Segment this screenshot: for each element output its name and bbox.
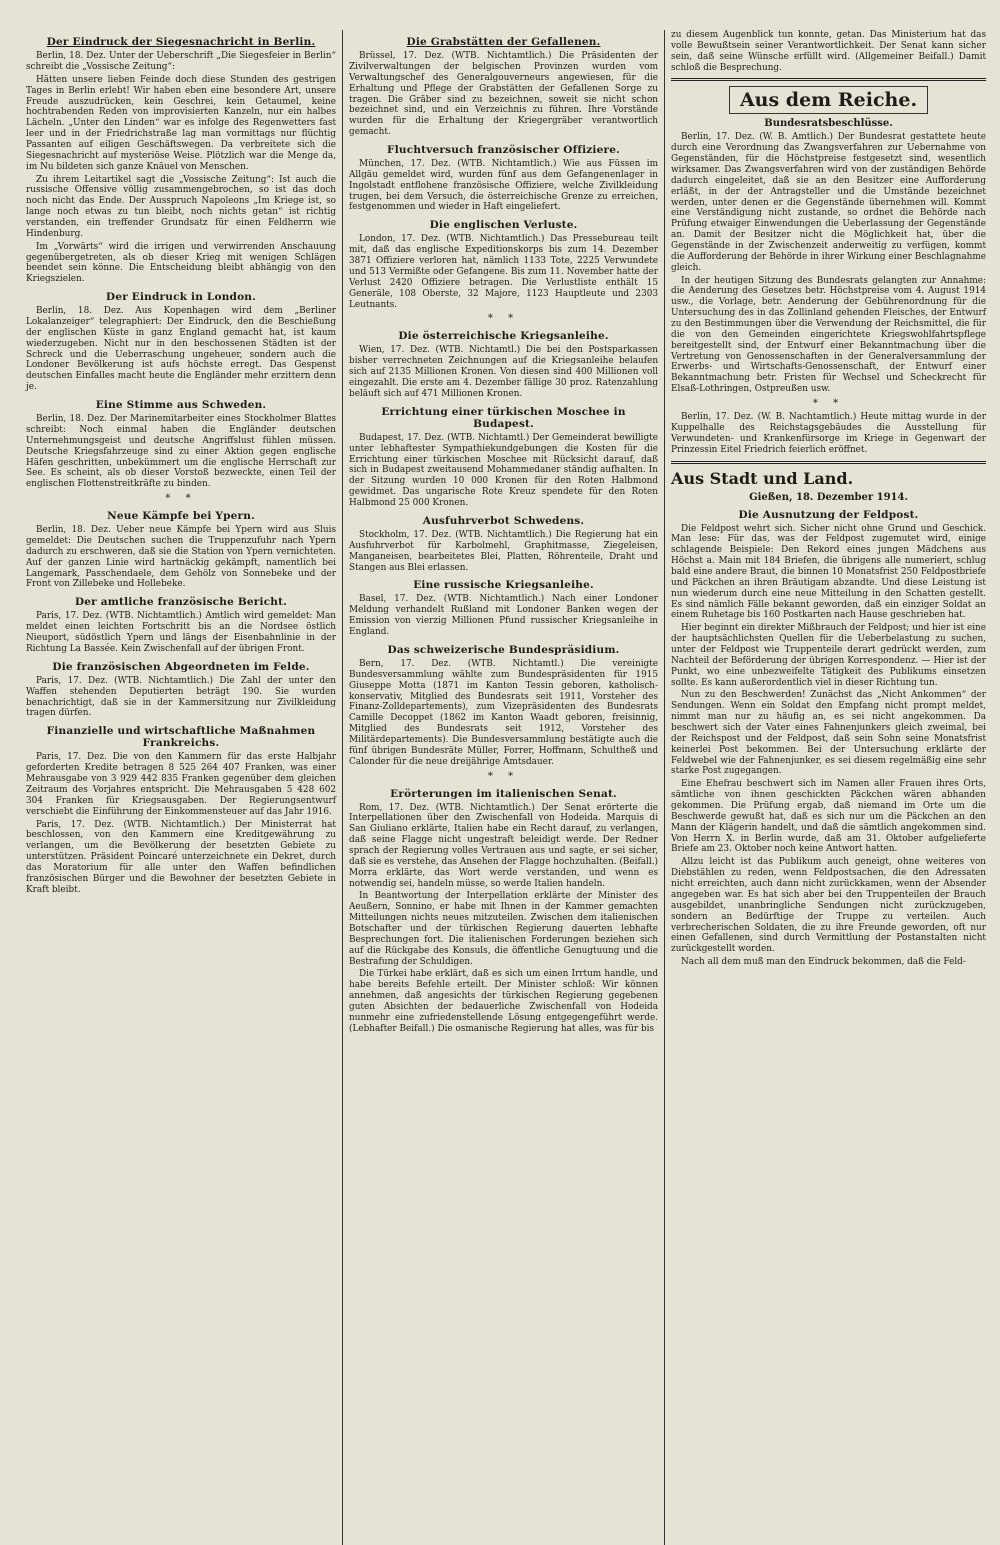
headline-ausfuhrverbot: Ausfuhrverbot Schwedens. (422, 514, 585, 527)
article-paragraph: Die Feldpost wehrt sich. Sicher nicht ohne Grund und Geschick. Man lese: Für das, was der Feldpost zugemutet wird, einige schlagende Beispiele: Den Rekord eines jungen Mädchens aus Höchst a. Main mit 184 Briefen, die übrigens alle numeriert, schlug bald eine andere Braut, die binnen 10 Monatsfrist 250 Feldpostbriefe und Päckchen an ihren Bräutigam abzandte. Und diese Leistung ist nun wiederum durch eine neue Mitteilung in den Schatten gestellt. Es sind nämlich Fälle bekannt geworden, daß ein einziger Soldat an einem Ruhetage bis 160 Postkarten nach Hause geschrieben hat. (671, 523, 987, 621)
article-paragraph: Berlin, 18. Dez. Der Marinemitarbeiter eines Stockholmer Blattes schreibt: Noch einmal haben die Engländer deutschen Unternehmungsgeist und deutsche Angriffslust fühlen müssen. Deutsche Kriegsfahrzeuge sind zu einer Aktion gegen englische Häfen geschritten, unbekümmert um die englische Herrschaft zur See. Es scheint, als ob dieser Vorstoß bezweckte, einen Teil der englischen Flottenstreitkräfte zu binden. (26, 414, 337, 490)
headline-grabstaetten: Die Grabstätten der Gefallenen. (406, 36, 601, 48)
headline-siegesnachricht-berlin: Der Eindruck der Siegesnachricht in Berlin. (46, 36, 316, 48)
headline-abgeordneten-felde: Die französischen Abgeordneten im Felde. (52, 660, 310, 673)
column-3 (664, 30, 992, 1545)
column-1 (20, 30, 342, 1545)
article-paragraph: Hier beginnt ein direkter Mißbrauch der Feldpost; und hier ist eine der hauptsächlichsten Quellen für die Ueberbelastung zu suchen, unter der Feldpost wie Truppenteile derart gedrückt werden, zum Nachteil der Beförderung der übrigen Korrespondenz. — Hier ist der Punkt, wo eine unbezweifelte Tätigkeit des Publikums einsetzen sollte. Es kann außerordentlich viel in dieser Richtung tun. (671, 623, 987, 688)
article-paragraph: Berlin, 18. Dez. Aus Kopenhagen wird dem „Berliner Lokalanzeiger“ telegraphiert: Der Eindruck, den die Beschießung der englischen Küste in ganz England gemacht hat, ist kaum wiederzugeben. Nicht nur in den beschossenen Städten ist der Schreck und die Ueberraschung ungeheuer, sondern auch die Londoner Bevölkerung ist aufs höchste erregt. Das Gespenst deutschen Einfalles macht heute die Engländer mehr erzittern denn je. (26, 306, 337, 393)
article-paragraph: Rom, 17. Dez. (WTB. Nichtamtlich.) Der Senat erörterte die Interpellationen über den Zwischenfall von Hodeida. Marquis di San Giuliano erklärte, Italien habe ein Recht darauf, zu verlangen, daß seine Flagge nicht ungestraft beleidigt werde. Der Redner sprach der Regierung volles Vertrauen aus und sagte, er sei sicher, daß sie es verstehe, das Ansehen der Flagge hochzuhalten. (Beifall.) Morra erklärte, das Wort werde verstanden, und wenn es notwendig sei, handeln müsse, so werde Italien handeln. (349, 802, 659, 889)
article-paragraph: Brüssel, 17. Dez. (WTB. Nichtamtlich.) Die Präsidenten der Zivilverwaltungen der belgischen Provinzen wurden vom Verwaltungschef des Generalgouverneurs angewiesen, für die Erhaltung und Pflege der Grabstätten der Gefallenen Sorge zu tragen. Die Gräber sind zu bezeichnen, soweit sie nicht schon bezeichnet sind, und ein Verzeichnis zu führen. Ihre Vorstände wurden für die Erhaltung der Kriegergräber verantwortlich gemacht. (349, 51, 659, 138)
article-paragraph: Paris, 17. Dez. (WTB. Nichtamtlich.) Amtlich wird gemeldet: Man meldet einen leichten Fortschritt bis an die Nordsee östlich Nieuport, südöstlich Ypern und längs der Eisenbahnlinie in der Richtung La Bassée. Kein Zwischenfall auf der übrigen Front. (26, 611, 337, 654)
section-divider (671, 461, 986, 464)
column-2 (342, 30, 664, 1545)
article-paragraph: Wien, 17. Dez. (WTB. Nichtamtl.) Die bei den Postsparkassen bisher verrechneten Zeichnungen auf die Kriegsanleihe belaufen sich auf 2135 Millionen Kronen. Von diesen sind 400 Millionen voll eingezahlt. Die erste am 4. Dezember fällige 30 proz. Ratenzahlung beläuft sich auf 471 Millionen Kronen. (349, 345, 659, 399)
article-paragraph: Paris, 17. Dez. Die von den Kammern für das erste Halbjahr geforderten Kredite betragen 8 525 264 407 Franken, was einer Mehrausgabe von 3 929 442 835 Franken gegenüber dem gleichen Zeitraum des Vorjahres entspricht. Die Mehrausgaben 5 428 602 304 Franken für Kriegsausgaben. Der Regierungsentwurf verschiebt die Einführung der Einkommensteuer auf das Jahr 1916. (26, 752, 337, 817)
headline-stimme-schweden: Eine Stimme aus Schweden. (95, 399, 267, 412)
headline-moschee-budapest: Errichtung einer türkischen Moschee in Budapest. (381, 405, 626, 430)
section-separator: * * (812, 398, 845, 410)
headline-italienischer-senat: Erörterungen im italienischen Senat. (390, 787, 617, 800)
headline-kaempfe-ypern: Neue Kämpfe bei Ypern. (107, 510, 255, 523)
section-separator: * * (487, 770, 520, 782)
section-separator: * * (165, 493, 197, 505)
article-paragraph: München, 17. Dez. (WTB. Nichtamtlich.) Wie aus Füssen im Allgäu gemeldet wird, wurden fünf aus dem Gefangenenlager in Ingolstadt entflohene französische Offiziere, welche Zivilkleidung trugen, bei dem Versuch, die österreichische Grenze zu erreichen, festgenommen und wieder in Haft eingeliefert. (349, 159, 659, 213)
article-paragraph: Bern, 17. Dez. (WTB. Nichtamtl.) Die vereinigte Bundesversammlung wählte zum Bundespräsidenten für 1915 Giuseppe Motta (1871 im Kanton Tessin geboren, katholisch-konservativ, Mitglied des Bundesrats seit 1911, Vorsteher des Finanz-Zolldepartements), zum Vizepräsidenten des Bundesrats Camille Decoppet (1862 im Kanton Waadt geboren, freisinnig, Mitglied des Bundesrats seit 1912, Vorsteher des Militärdepartements). Die Bundesversammlung bestätigte auch die fünf übrigen Bundesräte Müller, Forrer, Hoffmann, Schultheß und Calonder für die neue dreijährige Amtsdauer. (349, 658, 659, 767)
dateline: Gießen, 18. Dezember 1914. (749, 491, 908, 503)
article-paragraph: Budapest, 17. Dez. (WTB. Nichtamtl.) Der Gemeinderat bewilligte unter lebhaftester Sympathiekundgebungen die Kosten für die Errichtung einer türkischen Moschee mit Rücksicht darauf, daß sich in Budapest zweitausend Mohammedaner ständig aufhalten. In der Sitzung wurden 10 000 Kronen für den Roten Halbmond gewidmet. Das ungarische Rote Kreuz spendete für den Roten Halbmond 25 000 Kronen. (349, 432, 659, 509)
article-paragraph: Die Türkei habe erklärt, daß es sich um einen Irrtum handle, und habe bereits Befehle erteilt. Der Minister schloß: Wir können annehmen, daß angesichts der türkischen Regierung gegebenen guten Absichten der bedauerliche Zwischenfall von Hodeida nunmehr eine zufriedenstellende Lösung entgegengeführt werde. (Lebhafter Beifall.) Die osmanische Regierung hat alles, was für bis (349, 969, 659, 1034)
article-paragraph: Berlin, 18. Dez. Ueber neue Kämpfe bei Ypern wird aus Sluis gemeldet: Die Deutschen suchen die Truppenzufuhr nach Ypern dadurch zu erschweren, daß sie die Station von Ypern vernichteten. Auf der ganzen Linie wird hartnäckig gekämpft, namentlich bei Langemark, Passchendaele, dem Gehölz von Sonnebeke und der Front von Zillebeke und Hollebeke. (26, 525, 337, 590)
section-divider (671, 78, 986, 81)
section-separator: * * (487, 313, 520, 325)
headline-englische-verluste: Die englischen Verluste. (429, 219, 578, 232)
headline-russische-kriegsanleihe: Eine russische Kriegsanleihe. (413, 579, 594, 592)
article-paragraph: In Beantwortung der Interpellation erklärte der Minister des Aeußern, Sonnino, er habe mit Ihnen in der Kammer gemachten Mitteilungen nichts neues mitzuteilen. Zwischen dem italienischen Botschafter und der türkischen Regierung dauerten lebhafte Besprechungen fort. Die italienischen Forderungen beziehen sich auf die Rückgabe des Konsuls, die öffentliche Genugtuung und die Bestrafung der Schuldigen. (349, 891, 659, 967)
article-paragraph: Allzu leicht ist das Publikum auch geneigt, ohne weiteres von Diebstählen zu reden, wenn Feldpostsachen, die den Adressaten nicht erreichten, auch dann nicht zurückkamen, wenn der Absender angegeben war. Es hat sich aber bei den Truppenteilen der Brauch ausgebildet, unanbringliche Sendungen nicht zurückzugeben, sondern an Bedürftige der Truppe zu verteilen. Auch verbrecherischen Soldaten, die zu ihre Freunde geworden, oft nur einen Gefallenen, sind durch Vermittlung der Postanstalten nicht zurückgestellt worden. (671, 857, 987, 955)
headline-massnahmen-frankreichs: Finanzielle und wirtschaftliche Maßnahmen Frankreichs. (46, 725, 316, 750)
columns (20, 30, 992, 1545)
headline-fluchtversuch: Fluchtversuch französischer Offiziere. (387, 143, 620, 156)
headline-bundespraesidium: Das schweizerische Bundespräsidium. (387, 643, 620, 656)
article-paragraph: Paris, 17. Dez. (WTB. Nichtamtlich.) Der Ministerrat hat beschlossen, von den Kammern eine Kreditgewährung zu verlangen, um die Bevölkerung der besetzten Gebiete zu unterstützen. Präsident Poincaré unterzeichnete ein Dekret, durch das Moratorium für alle unter den Waffen befindlichen französischen Bürger und die Bewohner der besetzten Gebiete in Kraft bleibt. (26, 819, 337, 895)
article-paragraph: Stockholm, 17. Dez. (WTB. Nichtamtlich.) Die Regierung hat ein Ausfuhrverbot für Karbolmehl, Graphitmasse, Ziegeleisen, Manganeisen, bearbeitetes Blei, Platten, Röhrenteile, Draht und Stangen aus Blei erlassen. (349, 529, 659, 573)
article-paragraph: In der heutigen Sitzung des Bundesrats gelangten zur Annahme: die Aenderung des Gesetzes betr. Höchstpreise vom 4. August 1914 usw., die Vorlage, betr. Aenderung der Gebührenordnung für die Untersuchung des in das Zollinland gehenden Fleisches, der Entwurf zu den Bestimmungen über die Verwendung der Reichsmittel, die für die von den Gemeinden eingerichtete Kriegswohlfahrtspflege bereitgestellt sind, der Entwurf einer Bekanntmachung über die Vertretung von Genossenschaften in der Generalversammlung der Erwerbs- und Wirtschafts-Genossenschaft, der Entwurf einer Bekanntmachung betr. Fristen für Wechsel und Scheckrecht für Elsaß-Lothringen, Ostpreußen usw. (671, 275, 987, 395)
article-paragraph: Hätten unsere lieben Feinde doch diese Stunden des gestrigen Tages in Berlin erlebt! Wir haben eben eine besondere Art, unsere Freude auszudrücken, kein Geschrei, kein Getaumel, keine hochtrabenden Reden von improvisierten Kanzeln, nur ein halbes Lächeln. „Unter den Linden“ war es infolge des Regenwetters fast leer und in der Friedrichstraße lag man vormittags nur flüchtig Passanten auf eiligen Geschäftswegen. Da verbreitete sich die Siegesnachricht auf mysteriöse Weise. Plötzlich war die Menge da, im Nu bildeten sich ganze Knäuel von Menschen. (26, 74, 337, 172)
headline-eindruck-london: Der Eindruck in London. (106, 291, 256, 304)
section-title-text: Aus dem Reiche. (729, 86, 928, 114)
article-paragraph: Basel, 17. Dez. (WTB. Nichtamtlich.) Nach einer Londoner Meldung verhandelt Rußland mit Londoner Banken wegen der Emission von vierzig Millionen Pfund russischer Kriegsanleihe in England. (349, 594, 659, 638)
article-paragraph: London, 17. Dez. (WTB. Nichtamtlich.) Das Pressebureau teilt mit, daß das englische Expeditionskorps bis zum 14. Dezember 3871 Offiziere verloren hat, nämlich 1133 Tote, 2225 Verwundete und 513 Vermißte oder Gefangene. Bis zum 11. November hatte der Verlust 2420 Offiziere betragen. Die Verlustliste enthält 15 Generäle, 108 Oberste, 32 Majore, 1123 Hauptleute und 2303 Leutnants. (349, 234, 659, 310)
headline-oesterreichische-kriegsanleihe: Die österreichische Kriegsanleihe. (398, 330, 609, 343)
section-title-reiche (671, 86, 986, 114)
section-title-stadt-land: Aus Stadt und Land. (671, 468, 854, 488)
article-paragraph: Berlin, 17. Dez. (W. B. Nachtamtlich.) Heute mittag wurde in der Kuppelhalle des Reichstagsgebäudes die Ausstellung für Verwundeten- und Krankenfürsorge im Kriege in Gegenwart der Prinzessin Eitel Friedrich feierlich eröffnet. (671, 412, 987, 455)
article-paragraph: zu diesem Augenblick tun konnte, getan. Das Ministerium hat das volle Bewußtsein seiner Verantwortlichkeit. Der Senat kann sicher sein, daß seine Wünsche erfüllt wird. (Allgemeiner Beifall.) Damit schloß die Besprechung. (671, 30, 987, 73)
headline-feldpost: Die Ausnutzung der Feldpost. (738, 508, 919, 521)
article-paragraph: Berlin, 18. Dez. Unter der Ueberschrift „Die Siegesfeier in Berlin“ schreibt die „Vossische Zeitung“: (26, 51, 337, 72)
subheading-bundesrat: Bundesratsbeschlüsse. (764, 118, 893, 130)
article-paragraph: Zu ihrem Leitartikel sagt die „Vossische Zeitung“: Ist auch die russische Offensive völlig zusammengebrochen, so ist das doch noch nicht das Ende. Der Ausspruch Napoleons „Im Kriege ist, so lange noch etwas zu tun bleibt, noch nichts getan“ ist richtig verstanden, ein treffender Grundsatz für einen Feldherrn wie Hindenburg. (26, 174, 337, 239)
article-paragraph: Im „Vorwärts“ wird die irrigen und verwirrenden Anschauung gegenübergetreten, als ob dieser Krieg mit wenigen Schlägen beendet sein könne. Die Entscheidung bleibt abhängig von den Kriegszielen. (26, 241, 337, 285)
article-paragraph: Paris, 17. Dez. (WTB. Nichtamtlich.) Die Zahl der unter den Waffen stehenden Deputierten beträgt 190. Sie wurden benachrichtigt, daß sie in der Kammersitzung nur Zivilkleidung tragen dürfen. (26, 675, 337, 719)
headline-franzoesischer-bericht: Der amtliche französische Bericht. (74, 596, 288, 609)
article-paragraph: Eine Ehefrau beschwert sich im Namen aller Frauen ihres Orts, sämtliche von ihnen geschickten Päckchen wären abhanden gekommen. Die Prüfung ergab, daß niemand im Orte um die Beschwerde gewußt hat, daß es sich nur um die Päckchen an den Mann der Klägerin handelt, und daß die sämtlich angekommen sind. Von Herrn X. in Berlin wurde, daß am 31. Oktober aufgelieferte Briefe am 23. Oktober noch keine Antwort hatten. (671, 779, 987, 855)
article-paragraph: Nach all dem muß man den Eindruck bekommen, daß die Feld- (681, 957, 966, 968)
article-paragraph: Berlin, 17. Dez. (W. B. Amtlich.) Der Bundesrat gestattete heute durch eine Verordnung das Zwangsverfahren zur Uebernahme von Gegenständen, für die Höchstpreise festgesetzt sind, wesentlich wirksamer. Das Zwangsverfahren wird von der zuständigen Behörde dadurch eingeleitet, daß sie an den Besitzer eine Aufforderung erläßt, in der der Antragsteller und die Umstände bezeichnet werden, unter denen er die Gegenstände übernehmen will. Kommt eine Verständigung nicht zustande, so ordnet die Behörde nach Prüfung etwaiger Einwendungen die Ueberlassung der Gegenstände an. Damit der Besitzer nicht die Möglichkeit hat, über die Gegenstände in der Zwischenzeit anderweitig zu verfügen, kommt die Aufforderung der Behörde in ihrer Wirkung einer Beschlagnahme gleich. (671, 132, 987, 273)
article-paragraph: Nun zu den Beschwerden! Zunächst das „Nicht Ankommen“ der Sendungen. Wenn ein Soldat den Empfang nicht prompt meldet, nimmt man nur zu häufig an, es sei nicht angekommen. Da beschwert sich der Vater eines Fahnenjunkers gleich zweimal, bei der Reichspost und der Feldpost, daß sein Sohn seine Monatsfrist keinerlei Post bekommen. Bei der Untersuchung erklärte der Feldwebel wie der Fahnenjunker, es sei diesem regelmäßig eine sehr starke Post zugegangen. (671, 690, 987, 777)
